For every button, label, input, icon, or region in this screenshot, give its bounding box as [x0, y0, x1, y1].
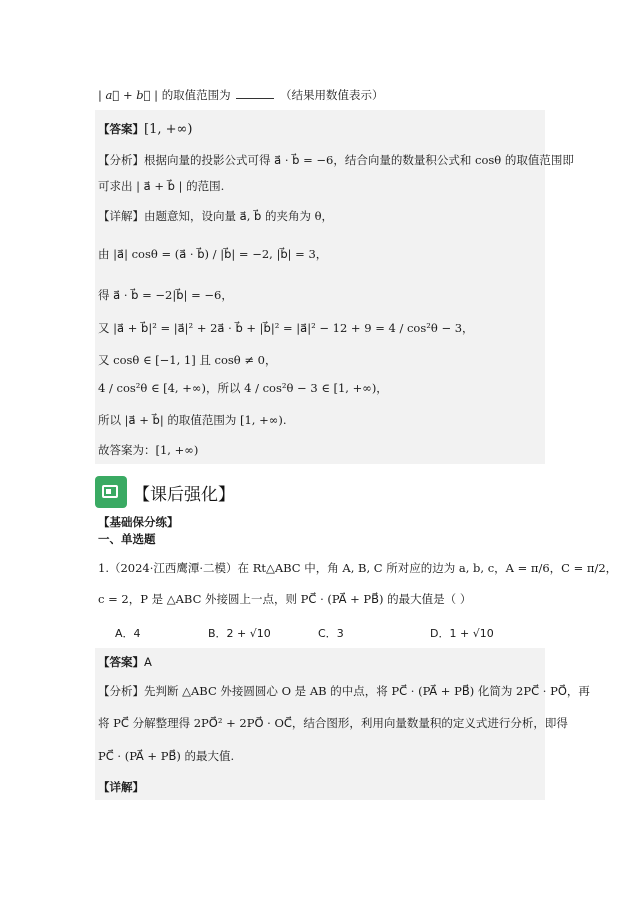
question-fragment [98, 87, 384, 103]
choice-b[interactable] [208, 625, 271, 641]
question-1-text-2: c = 2，P 是 △ABC 外接圆上一点，则 PC⃗ · (PA⃗ + PB⃗) 的最大值是（ ） [98, 592, 472, 606]
answer-2-label: 【答案】 [98, 655, 144, 669]
question-tail: （结果用数值表示） [280, 88, 384, 102]
analysis-2-line-2 [98, 715, 568, 731]
detail-text-7: 所以 |a⃗ + b⃗| 的取值范围为 [1, +∞). [98, 413, 287, 427]
detail-label: 【详解】 [98, 209, 144, 223]
choice-c-text: 3 [336, 627, 344, 640]
analysis-2-label: 【分析】 [98, 684, 144, 698]
question-text: 的取值范围为 [161, 88, 231, 102]
analysis-line-2 [98, 178, 224, 194]
question-1-line-2 [98, 591, 471, 607]
answer-2-value: A [144, 655, 152, 669]
final-answer-line [98, 442, 198, 458]
detail-text-4: 又 |a⃗ + b⃗|² = |a⃗|² + 2a⃗ · b⃗ + |b⃗|² = |a⃗|² − 12 + 9 = 4 / cos²θ − 3， [98, 321, 474, 335]
answer-2-line [98, 654, 152, 670]
expr-a-plus-b: | a⃗ + b⃗ | [98, 88, 159, 102]
section-title: 【课后强化】 [133, 484, 235, 505]
subsection-text: 【基础保分练】 [98, 515, 179, 529]
detail-text-6: 4 / cos²θ ∈ [4, +∞)，所以 4 / cos²θ − 3 ∈ [1, +∞)， [98, 381, 388, 395]
question-1-text-1: 1.（2024·江西鹰潭·二模）在 Rt△ABC 中，角 A, B, C 所对应的边为 a, b, c，A = π/6，C = π/2， [98, 561, 618, 575]
choice-c[interactable] [318, 625, 344, 641]
choice-d-letter: D． [430, 627, 450, 640]
choice-b-text: 2 + √10 [226, 627, 271, 640]
choice-d-text: 1 + √10 [449, 627, 494, 640]
detail-line-3 [98, 287, 233, 303]
subsection-title [98, 514, 179, 530]
answer-blank [236, 88, 274, 99]
detail-text-2: 由 |a⃗| cosθ = (a⃗ · b⃗) / |b⃗| = −2, |b⃗| = 3， [98, 247, 328, 261]
detail-line-5 [98, 352, 277, 368]
answer-line-1 [98, 121, 192, 138]
detail-text-3: 得 a⃗ · b⃗ = −2|b⃗| = −6， [98, 288, 233, 302]
question-1-line-1 [98, 560, 617, 576]
analysis-2-text-2: 将 PC⃗ 分解整理得 2PO⃗² + 2PO⃗ · OC⃗，结合图形，利用向量数量积的定义式进行分析，即得 [98, 716, 568, 730]
choice-c-letter: C． [318, 627, 337, 640]
detail-line-1 [98, 208, 333, 224]
choice-a[interactable] [115, 625, 141, 641]
detail-line-6 [98, 380, 388, 396]
analysis-2-line-3 [98, 748, 234, 764]
detail-line-2 [98, 246, 327, 262]
analysis-2-line-1 [98, 683, 590, 699]
section-header [95, 476, 235, 508]
question-type-text: 一、单选题 [98, 532, 156, 546]
detail-line-4 [98, 320, 474, 336]
detail-line-7 [98, 412, 286, 428]
answer-label: 【答案】 [98, 122, 144, 136]
choice-b-letter: B． [208, 627, 227, 640]
answer-value: [1, +∞) [144, 122, 193, 137]
analysis-text-2: 可求出 | a⃗ + b⃗ | 的范围. [98, 179, 225, 193]
analysis-label: 【分析】 [98, 153, 144, 167]
detail-text-5: 又 cosθ ∈ [−1, 1] 且 cosθ ≠ 0， [98, 353, 277, 367]
analysis-2-text-1: 先判断 △ABC 外接圆圆心 O 是 AB 的中点，将 PC⃗ · (PA⃗ + PB⃗) 化简为 2PC⃗ · PO⃗，再 [144, 684, 590, 698]
question-type-heading [98, 531, 156, 547]
analysis-line-1 [98, 152, 574, 168]
battery-icon [95, 476, 127, 508]
analysis-2-text-3: PC⃗ · (PA⃗ + PB⃗) 的最大值. [98, 749, 235, 763]
final-answer-text: 故答案为：[1, +∞) [98, 443, 199, 457]
detail-text-1: 由题意知，设向量 a⃗, b⃗ 的夹角为 θ， [144, 209, 334, 223]
choice-a-text: 4 [133, 627, 141, 640]
detail-2-label: 【详解】 [98, 780, 144, 794]
choice-a-letter: A． [115, 627, 134, 640]
analysis-text-1: 根据向量的投影公式可得 a⃗ · b⃗ = −6，结合向量的数量积公式和 cosθ 的取值范围即 [144, 153, 574, 167]
choice-d[interactable] [430, 625, 494, 641]
detail-2-line [98, 779, 144, 795]
